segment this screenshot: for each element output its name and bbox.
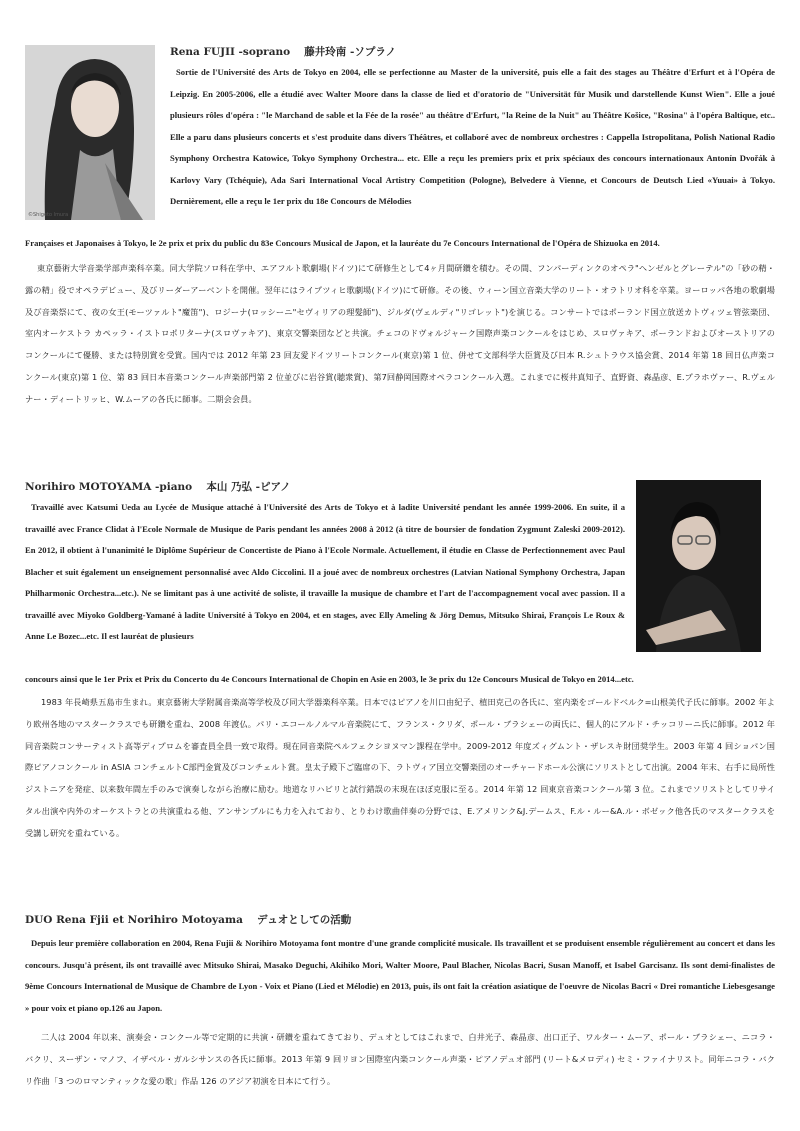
motoyama-bio-jp: 1983 年長崎県五島市生まれ。東京藝術大学附属音楽高等学校及び同大学器楽科卒業。日本ではピアノを川口由紀子、植田克己の各氏に、室内楽をゴールドベルク=山根美代子氏に師事。2002 年より欧州各地のマスタークラスでも研鑽を重ね、2008 年渡仏。パリ・エコールノルマル音楽院にて、フランス・クリダ、ポール・ブラシェーの両氏に、個人的にアルド・チッコリーニ氏に師事。2012 年同音楽院コンサーティスト高等ディプロムを審査員全員一致で取得。現在同音楽院ペルフェクシヨヌマン課程在学中。2009-2012 年度ズィグムント・ザレスキ財団奨学生。2003 年第 4 回ショパン国際ピアノコンクール in ASIA コンチェルトC部門金賞及びコンチェルト賞。皇太子殿下ご臨席の下、ラトヴィア国立交響楽団のオーチャードホール公演にソリストとして出演。2004 年末、右手に局所性ジストニアを発症、以来数年間左手のみで演奏しながら治療に励む。地道なリハビリと試行錯誤の末現在ほぼ克服に至る。2014 年第 12 回東京音楽コンクール第 3 位。これまでソリストとしてリサイタル出演や内外のオーケストラとの共演重ねる他、アンサンブルにも力を入れており、とりわけ歌曲伴奏の分野では、E.アメリンク&J.デームス、F.ル・ルー&A.ル・ボゼック他各氏のマスタークラスを受講し研究を重ねている。 xyxy=(25,697,775,838)
motoyama-bio-fr-top: Travaillé avec Katsumi Ueda au Lycée de Musique attaché à l'Université des Arts de Tokyo et à ladite Université pendant les année 1999-2006. En suite, il a travaillé avec France Clidat à l'Ecole Normale de Musique de Paris pendant les années 2008 à 2012 (à titre de boursier de fondation Zygmunt Zaleski 2009-2012). En 2012, il obtient à l'unanimité le Diplôme Supérieur de Concertiste de Piano à l'Ecole Normale. Actuellement, il étudie en Classe de Perfectionnement avec Paul Blacher et suit également un enseignement personnalisé avec Aldo Ciccolini. Il a joué avec de nombreux orchestres (Latvian National Symphony Orchestra, Japan Philharmonic Orchestra...etc.). Ne se limitant pas à une activité de soliste, il travaille la musique de chambre et l'art de l'accompagnement vocal avec passion. Il a travaillé avec Miyoko Goldberg-Yamané à ladite Université à Tokyo en 2004, et en stages, avec Elly Ameling & Jörg Demus, Mitsuko Shirai, François Le Roux & Anne Le Bozec...etc. Il est lauréat de plusieurs xyxy=(25,502,625,641)
motoyama-portrait-photo xyxy=(636,480,761,652)
motoyama-heading: Norihiro MOTOYAMA -piano 本山 乃弘 -ピアノ xyxy=(25,481,291,493)
fujii-bio-jp: 東京藝術大学音楽学部声楽科卒業。同大学院ソロ科在学中、エアフルト歌劇場(ドイツ)にて研修生として4ヶ月間研鑽を積む。その間、フンパーディンクのオペラ"ヘンゼルとグレーテル"の「砂の精・露の精」役でオペラデビュー、及びリーダーアーベントを開催。翌年にはライプツィヒ歌劇場(ドイツ)にて研修。その後、ウィーン国立音楽大学のリート・オラトリオ科を卒業。ヨーロッパ各地の歌劇場及び音楽祭にて、夜の女王(モーツァルト"魔笛")、ロジーナ(ロッシーニ"セヴィリアの理髪師")、ジルダ(ヴェルディ"リゴレット")を演じる。コンサートではポーランド国立放送カトヴィツェ管弦楽団、室内オーケストラ カペッラ・イストロポリターナ(スロヴァキア)、東京交響楽団などと共演。チェコのドヴォルジャーク国際声楽コンクールをはじめ、スロヴァキア、ポーランドおよびオーストリアのコンクールにて優勝、または特別賞を受賞。国内では 2012 年第 23 回友愛ドイツリートコンクール(東京)第 1 位、併せて文部科学大臣賞及び日本 R.シュトラウス協会賞、2014 年第 18 回日仏声楽コンクール(東京)第 1 位、第 83 回日本音楽コンクール声楽部門第 2 位並びに岩谷賞(聴衆賞)、第7回静岡国際オペラコンクール入選。これまでに桜井真知子、直野資、森晶彦、E.プラホヴァー、R.ヴェルナー・ディートリッヒ、W.ムーアの各氏に師事。二期会会員。 xyxy=(25,263,775,404)
motoyama-bio-fr-bottom: concours ainsi que le 1er Prix et Prix du Concerto du 4e Concours International de Chopin en Asie en 2003, le 3e prix du 12e Concours Musical de Tokyo en 2014...etc. xyxy=(25,674,634,684)
fujii-portrait-photo xyxy=(25,45,155,220)
motoyama-portrait-image xyxy=(636,480,761,652)
fujii-heading: Rena FUJII -soprano 藤井玲南 -ソプラノ xyxy=(170,46,396,58)
fujii-bio-fr-top xyxy=(170,62,775,213)
photo-credit: ©Shigeto Imura xyxy=(28,212,69,218)
duo-heading: DUO Rena Fjii et Norihiro Motoyama デュオとしての活動 xyxy=(25,914,352,926)
duo-bio-fr: Depuis leur première collaboration en 2004, Rena Fujii & Norihiro Motoyama font montre d'une grande complicité musicale. Ils travaillent et se produisent ensemble régulièrement au concert et dans les concours. Jusqu'à présent, ils ont travaillé avec Mitsuko Shirai, Masako Deguchi, Akihiko Mori, Walter Moore, Paul Blacher, Nicolas Bacri, Susan Manoff, et Isabel Garcisanz. Ils sont demi-finalistes de 9ème Concours International de Musique de Chambre de Lyon - Voix et Piano (Lied et Mélodie) en 2013, puis, ils ont fait la création asiatique de l'oeuvre de Nicolas Bacri « Drei romantiche Liebesgesange » pour voix et piano op.126 au Japon. xyxy=(25,938,775,1013)
fujii-bio-fr-bottom: Françaises et Japonaises à Tokyo, le 2e prix et prix du public du 83e Concours Musical de Japon, et la lauréate du 7e Concours International de l'Opéra de Shizuoka en 2014. xyxy=(25,238,660,248)
duo-bio-jp: 二人は 2004 年以来、演奏会・コンクール等で定期的に共演・研鑽を重ねてきており、デュオとしてはこれまで、白井光子、森晶彦、出口正子、ワルター・ムーア、ポール・ブラシェー、ニコラ・バクリ、スーザン・マノフ、イザベル・ガルシサンスの各氏に師事。2013 年第 9 回リヨン国際室内楽コンクール声楽・ピアノデュオ部門 (リート&メロディ) セミ・ファイナリスト。同年ニコラ・バクリ作曲「3 つのロマンティックな愛の歌」作品 126 のアジア初演を日本にて行う。 xyxy=(25,1032,775,1086)
fujii-bio-fr-part1: Sortie de l'Université des Arts de Tokyo en 2004, elle se perfectionne au Master de la université, puis elle a fait des stages au Théâtre d'Erfurt et à l'Opéra de Leipzig. En 2005-2006, elle a étudié avec Walter Moore dans la classe de lied et d'oratorio de "Universität für Musik und darstellende Kunst Wien". Elle a joué plusieurs rôles d'opéra : "le Marchand de sable et la Fée de la rosée" au théâtre d'Erfurt, "la Reine de la Nuit" au Théâtre Košice, "Rosina" à l'opéra Baltique, etc.. Elle a paru dans plusieurs concerts et s'est produite dans divers Théâtres, et collaboré avec de nombreux orchestres : Cappella Istropolitana, Polish National Radio Symphony Orchestra Katowice, Tokyo Symphony Orchestra... etc. Elle a reçu les premiers prix et prix spéciaux des concours internationaux Antonín Dvořák à Karlovy Vary (Tchéquie), Ada Sari International Vocal Artistry Competition (Pologne), Belvedere à Vienne, et Concours de Deutsch Lied «Yuuai» à Tokyo. Dernièrement, elle a reçu le 1er prix du 18e Concours de Mélodies xyxy=(170,67,775,206)
fujii-portrait-image xyxy=(25,45,155,220)
